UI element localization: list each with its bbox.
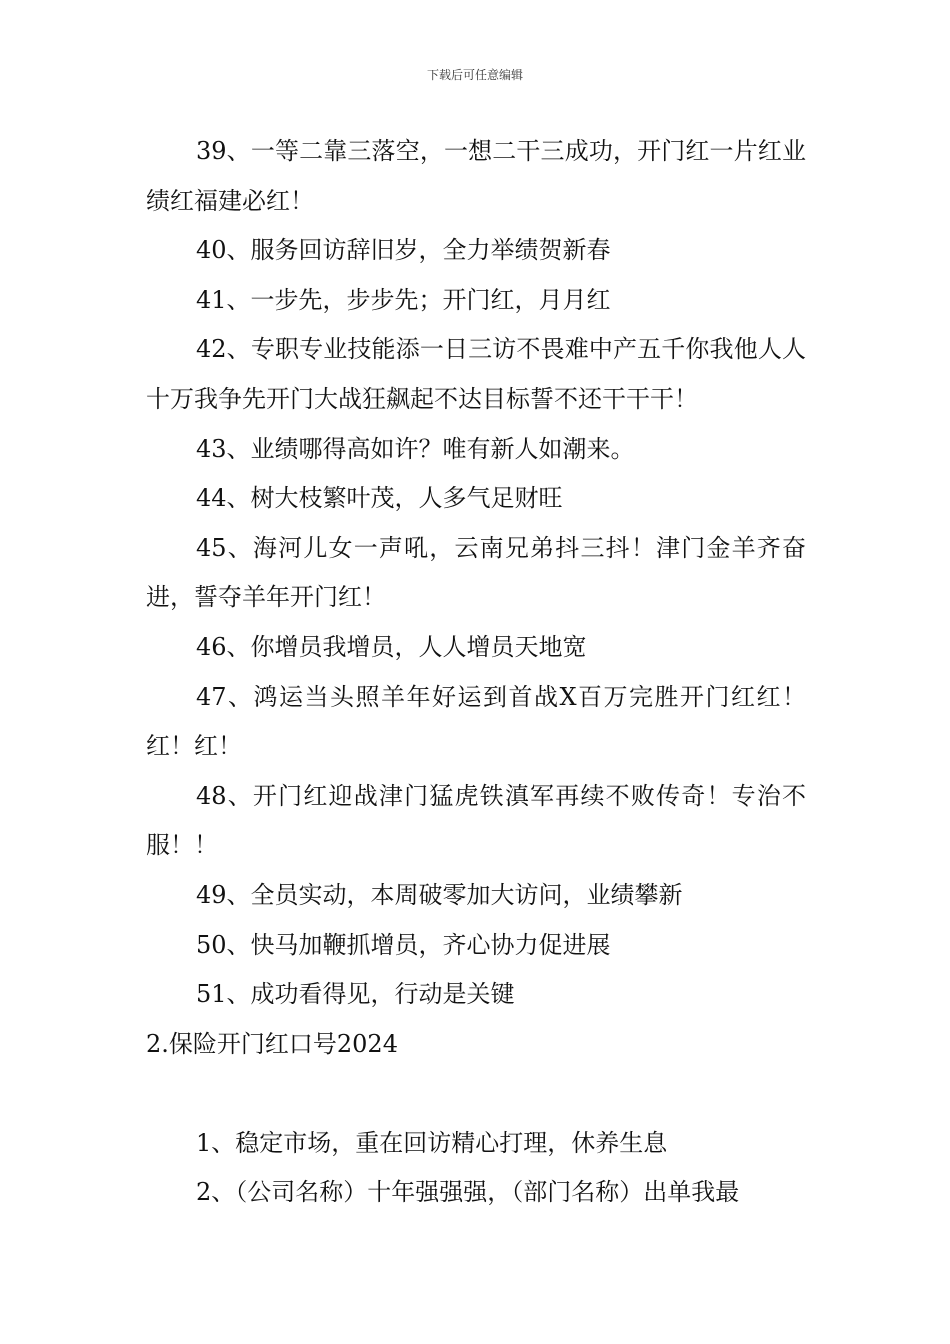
page-header: 下载后可任意编辑 xyxy=(426,68,523,82)
slogan-item: 49、全员实动，本周破零加大访问，业绩攀新 xyxy=(196,880,683,909)
slogan-item: 51、成功看得见，行动是关键 xyxy=(196,980,515,1009)
slogan-item: 1、稳定市场，重在回访精心打理，休养生息 xyxy=(196,1128,668,1157)
slogan-item: 42、专职专业技能添一日三访不畏难中产五千你我他人人十万我争先开门大战狂飙起不达目标誓不还干干干！ xyxy=(146,335,806,413)
slogan-item: 46、你增员我增员，人人增员天地宽 xyxy=(196,632,587,661)
slogan-item: 47、鸿运当头照羊年好运到首战X百万完胜开门红红！红！红！ xyxy=(146,682,806,761)
slogan-item: 45、海河儿女一声吼，云南兄弟抖三抖！津门金羊齐奋进，誓夺羊年开门红！ xyxy=(146,533,806,612)
blank-line xyxy=(146,1069,806,1119)
slogan-item: 39、一等二靠三落空，一想二干三成功，开门红一片红业绩红福建必红！ xyxy=(146,137,806,215)
slogan-item: 43、业绩哪得高如许？唯有新人如潮来。 xyxy=(196,434,635,463)
slogan-item: 40、服务回访辞旧岁，全力举绩贺新春 xyxy=(196,236,611,265)
slogan-item: 44、树大枝繁叶茂，人多气足财旺 xyxy=(196,484,563,513)
slogan-item: 2、（公司名称）十年强强强，（部门名称）出单我最 xyxy=(196,1178,740,1207)
slogan-item: 41、一步先，步步先；开门红，月月红 xyxy=(196,285,611,314)
section-heading: 2.保险开门红口号2024 xyxy=(146,1029,398,1058)
slogan-item: 50、快马加鞭抓增员，齐心协力促进展 xyxy=(196,930,611,959)
document-body xyxy=(146,127,806,1218)
slogan-item: 48、开门红迎战津门猛虎铁滇军再续不败传奇！专治不服！！ xyxy=(146,781,806,860)
